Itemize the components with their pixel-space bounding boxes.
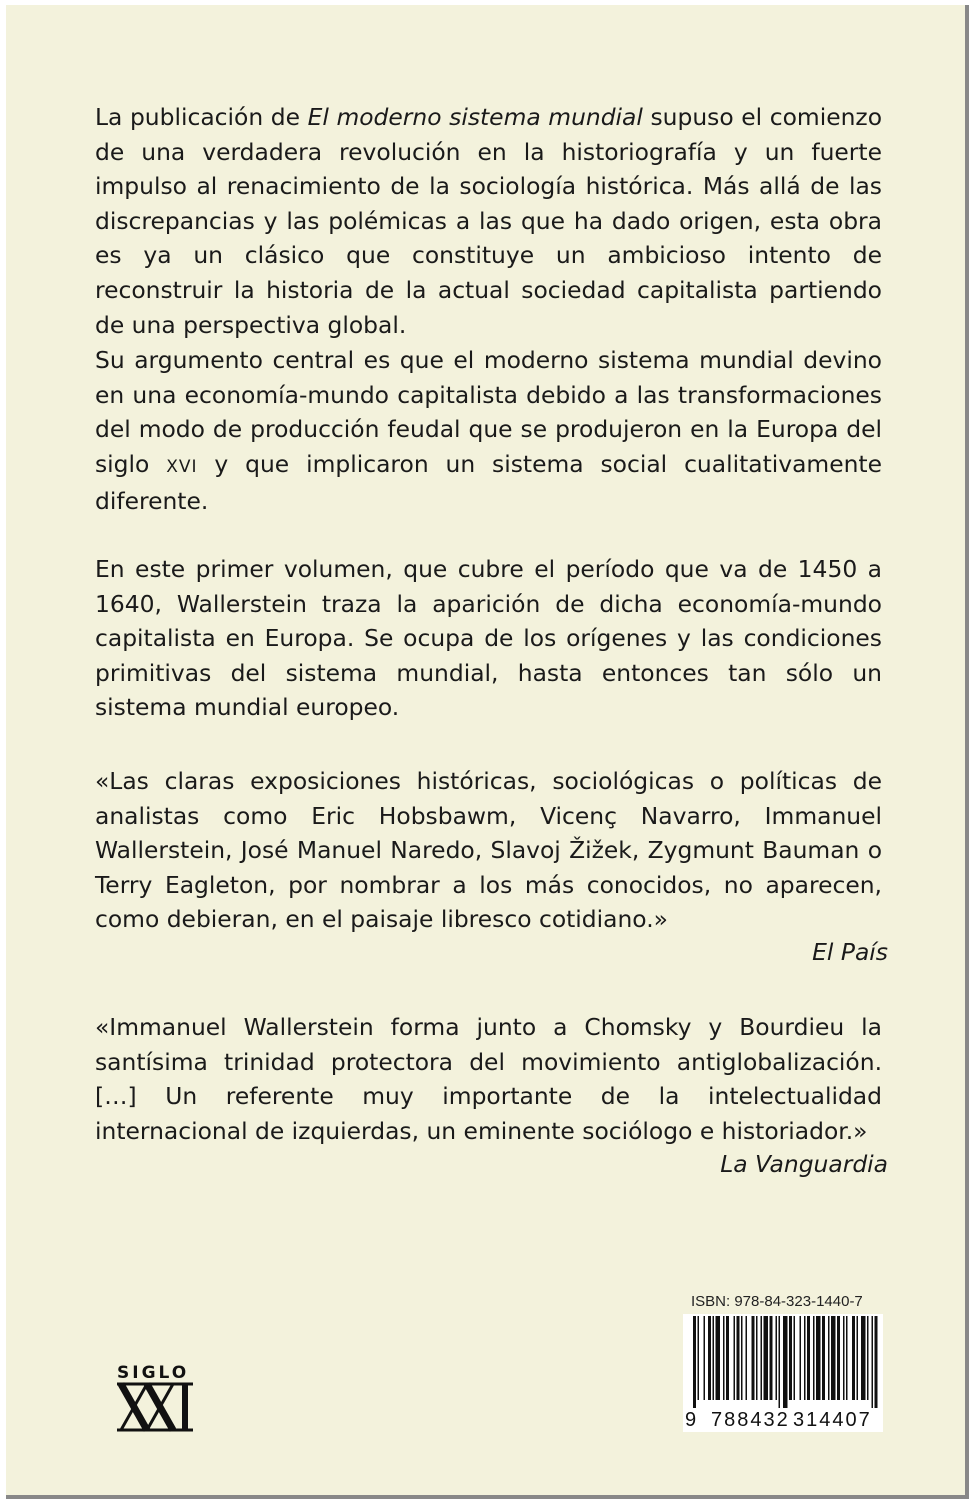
review-source-2: La Vanguardia [720, 1150, 888, 1178]
barcode-bar [708, 1316, 711, 1400]
barcode-bar [852, 1316, 855, 1400]
barcode-bar [770, 1316, 773, 1400]
barcode-first-digit: 9 [685, 1409, 697, 1431]
barcode-bar [804, 1316, 806, 1400]
barcode-bar [723, 1316, 725, 1400]
barcode-bar [816, 1316, 821, 1400]
barcode-bar [756, 1316, 758, 1400]
barcode-bar [846, 1316, 848, 1400]
logo-word: SIGLO [117, 1363, 190, 1383]
barcode-bar [776, 1316, 778, 1400]
siglo-xxi-logo [117, 1362, 197, 1437]
barcode-bar [764, 1316, 769, 1400]
barcode-bar [828, 1316, 830, 1400]
barcode-bar [737, 1316, 740, 1400]
barcode-bar [831, 1316, 836, 1400]
barcode-bar [822, 1316, 825, 1400]
barcode-bar [857, 1316, 859, 1400]
barcode-bar [779, 1316, 781, 1408]
barcode-bar [761, 1316, 763, 1400]
barcode-bar [741, 1316, 743, 1400]
book-title: El moderno sistema mundial [307, 103, 643, 131]
barcode-bar [813, 1316, 815, 1400]
barcode-bar [716, 1316, 721, 1400]
barcode-bar [872, 1316, 874, 1408]
barcode-bar [734, 1316, 736, 1400]
barcode [683, 1314, 883, 1432]
isbn-label: ISBN: 978-84-323-1440-7 [691, 1293, 863, 1310]
barcode-bar [726, 1316, 729, 1400]
description-paragraph-3: En este primer volumen, que cubre el período que va de 1450 a 1640, Wallerstein traza la aparición de dicha economía-mundo capitalista en Europa. Se ocupa de los orígenes y las condiciones primitivas del sistema mundial, hasta entonces tan sólo un sistema mundial europeo. [95, 555, 882, 722]
barcode-bar [794, 1316, 796, 1400]
barcode-bar [789, 1316, 792, 1400]
description-paragraph-1: La publicación de El moderno sistema mundial supuso el comienzo de una verdadera revolución en la historiografía y un fuerte impulso al renacimiento de la sociología histórica. Más allá de las discrepancias y las polémicas a las que ha dado origen, esta obra es ya un clásico que constituye un ambicioso intento de reconstruir la historia de la actual sociedad capitalista partiendo de una perspectiva global. [95, 103, 883, 339]
barcode-right-digits: 314407 [793, 1409, 872, 1431]
barcode-bar [875, 1316, 878, 1408]
barcode-bar [861, 1316, 866, 1400]
barcode-bar [800, 1316, 802, 1400]
barcode-bar [837, 1316, 840, 1400]
review-source-1: El País [812, 938, 888, 966]
barcode-bar [746, 1316, 748, 1400]
barcode-bar [807, 1316, 810, 1400]
barcode-bar [752, 1316, 755, 1400]
barcode-bar [783, 1316, 788, 1408]
barcode-left-digits: 788432 [711, 1409, 790, 1431]
review-quote-1: «Las claras exposiciones históricas, sociológicas o políticas de analistas como Eric Hobsbawm, Vicenç Navarro, Immanuel Wallerstein, José Manuel Naredo, Slavoj Žižek, Zygmunt Bauman o Terry Eagleton, por nombrar a los más conocidos, no aparecen, como debieran, en el paisaje libresco cotidiano.» [95, 767, 882, 934]
barcode-bar [713, 1316, 715, 1400]
xxi-mark-icon [117, 1384, 193, 1430]
barcode-bar [867, 1316, 869, 1400]
barcode-bar [698, 1316, 700, 1400]
barcode-bar [693, 1316, 696, 1408]
barcode-bar [843, 1316, 845, 1400]
description-paragraph-2: Su argumento central es que el moderno sistema mundial devino en una economía-mundo capitalista debido a las transformaciones del modo de producción feudal que se produjeron en la Europa del siglo XVI y que implicaron un sistema social cualitativamente diferente. [95, 346, 882, 516]
century-numeral: XVI [166, 456, 198, 477]
barcode-bar [704, 1316, 706, 1400]
review-quote-2: «Immanuel Wallerstein forma junto a Chomsky y Bourdieu la santísima trinidad protectora del movimiento antiglobalización. […] Un referente muy importante de la intelectualidad internacional de izquierdas, un eminente sociólogo e historiador.» [95, 1013, 882, 1145]
